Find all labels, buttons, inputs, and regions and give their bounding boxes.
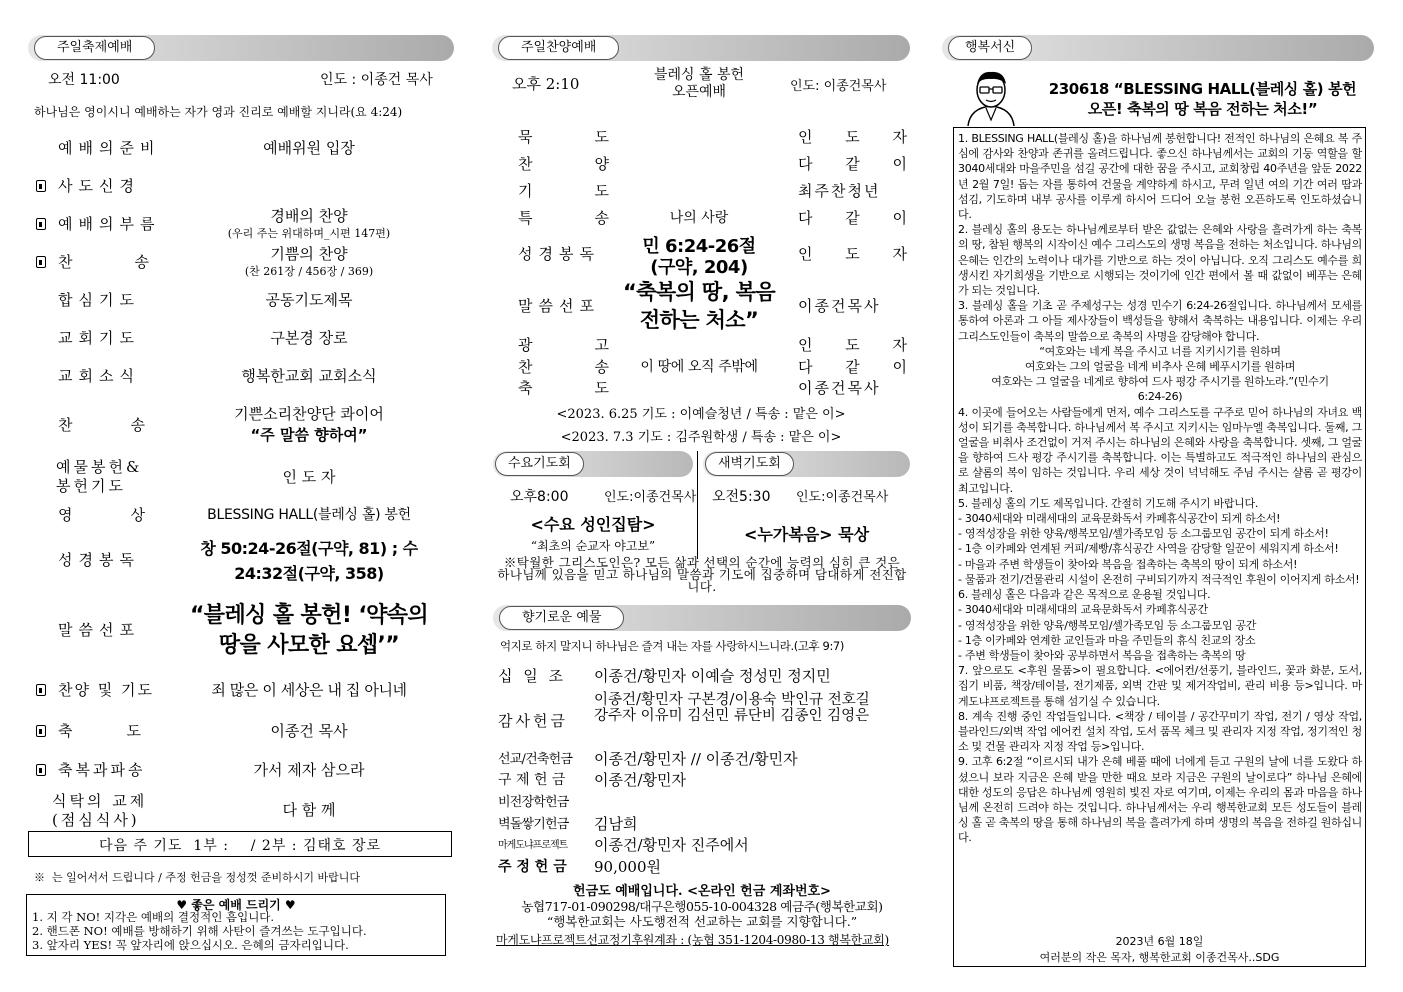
worship-leader: 인도 : 이종건 목사 xyxy=(320,72,433,88)
praise-right: 다 같 이 xyxy=(798,358,922,376)
praise-leader: 인도: 이종건목사 xyxy=(790,79,887,94)
order-value: 인 도 자 xyxy=(282,468,336,486)
praise-title: 블레싱 홀 봉헌 xyxy=(653,67,745,83)
letter-item: - 주변 학생들이 찾아와 공부하면서 복음을 접촉하는 축복의 땅 xyxy=(958,648,1246,662)
letter-item: - 영적성장을 위한 양육/행복모임/셀가족모임 등 소그룹모임 공간이 되게 하소서! xyxy=(958,527,1329,541)
order-label: 찬송 xyxy=(36,251,156,272)
order-label: 예배의부름 xyxy=(36,213,160,234)
praise-title: 오픈예배 xyxy=(671,84,727,100)
stand-icon xyxy=(36,180,46,192)
sermon-title: “블레싱 홀 봉헌! ‘약속의 xyxy=(189,603,429,628)
praise-sermon: “축복의 땅, 복음 xyxy=(622,280,776,304)
praise-value: (구약, 204) xyxy=(650,257,748,278)
dawn-leader: 인도:이종건목사 xyxy=(796,490,889,505)
quote-line: 여호와는 그의 얼굴을 네게 비추사 은혜 베푸시기를 원하며 xyxy=(1024,360,1296,374)
order-label: 식탁의 교제 xyxy=(52,792,148,810)
praise-label: 묵도 xyxy=(518,128,671,146)
praise-label: 찬양 xyxy=(518,155,671,173)
order-value: 경배의 찬양 xyxy=(270,207,348,225)
offering-value: 이종건/황민자 진주에서 xyxy=(594,836,749,854)
offering-label: 마게도냐프로젝트 xyxy=(498,840,568,851)
letter-title: 오픈! 축복의 땅 복음 전하는 처소!” xyxy=(1087,100,1318,118)
dawn-time: 오전5:30 xyxy=(712,489,771,505)
order-value: 창 50:24-26절(구약, 81) ; 수 xyxy=(200,539,418,558)
wed-tab: 수요기도회 xyxy=(495,452,584,476)
letter-header xyxy=(942,35,1374,61)
offering-verse: 억지로 하지 말지니 하나님은 즐겨 내는 자를 사랑하시느니라.(고후 9:7) xyxy=(500,639,844,653)
worship-time: 오전 11:00 xyxy=(48,72,120,88)
offering-value: 김남희 xyxy=(594,815,638,833)
order-label: 축도 xyxy=(36,720,195,741)
order-label: 영상 xyxy=(58,506,203,524)
wed-leader: 인도:이종건목사 xyxy=(604,490,697,505)
sunday-worship-header xyxy=(28,35,454,61)
sermon-title: 땅을 사모한 요셉’” xyxy=(218,633,400,658)
offering-value: 이종건/황민자 xyxy=(594,771,686,789)
praise-note: <2023. 6.25 기도 : 이예슬청년 / 특송 : 맡은 이> xyxy=(556,407,846,422)
offering-label: 벽돌쌓기헌금 xyxy=(498,817,569,832)
pastor-avatar xyxy=(960,68,1022,126)
order-label: 찬양 및 기도 xyxy=(36,679,154,700)
wed-header xyxy=(493,451,693,477)
wed-sub: “최초의 순교자 야고보” xyxy=(530,539,656,553)
letter-item: - 마을과 주변 학생들이 찾아와 복음을 접촉하는 축복의 땅이 되게 하소서! xyxy=(958,557,1298,571)
praise-worship-header xyxy=(492,35,910,61)
praise-right: 다 같 이 xyxy=(798,209,922,227)
offering-label: 구 제 헌 금 xyxy=(498,772,566,788)
next-prayer: 다음 주 기도 1부 : / 2부 : 김태호 장로 xyxy=(98,838,382,854)
praise-label: 축도 xyxy=(518,379,671,397)
praise-right: 인 도 자 xyxy=(798,336,922,354)
praise-label: 성경봉독 xyxy=(518,245,600,263)
order-label: 교회소식 xyxy=(58,367,140,385)
offering-value: 이종건/황민자 구본경/이용숙 박인규 전호길 강주자 이유미 김선민 류단비 김종인 김영은 xyxy=(594,692,870,724)
worship-verse: 하나님은 영이시니 예배하는 자가 영과 진리로 예배할 지니라(요 4:24) xyxy=(34,105,403,119)
letter-item: - 3040세대와 미래세대의 교육문화독서 카페휴식공간이 되게 하소서! xyxy=(958,512,1281,526)
letter-paragraph: 4. 이곳에 들어오는 사람들에게 먼저, 예수 그리스도를 구주로 믿어 하나님의 자녀요 백성이 되기를 축복합니다. 하나님께서 복 주시고 지키시는 임마누엘 축복입니다. 둘째, 그 얼굴을 비취사 조건없이 거저 주시는 하나님의 은혜와 사랑을 축복합니다. 셋째, 그 얼굴을 향하여 드사 평강 주시기를 축복합니다. 이는 특별하고도 적극적인 하나님의 관심으로 샬롬의 복이 임하는 것입니다. 우리 세상 것이 넉넉해도 주님 주시는 샬롬 곧 평강이 최고입니다. xyxy=(958,405,1362,495)
order-value: 구본경 장로 xyxy=(270,329,348,347)
online-title: 헌금도 예배입니다. <온라인 헌금 계좌번호> xyxy=(573,884,831,899)
order-label: 예물봉헌& xyxy=(56,458,143,476)
online-account: 농협717-01-090298/대구은행055-10-004328 예금주(행복한교회) xyxy=(521,899,883,914)
wed-note: ※탁월한 그리스도인은? 모든 삶과 선택의 순간에 능력의 심히 큰 것은 하나님께 있음을 믿고 하나님의 말씀과 기도에 집중하며 담대하게 전진합니다. xyxy=(497,555,907,594)
letter-paragraph: 1. BLESSING HALL(블레싱 홀)을 하나님께 봉헌합니다! 전적인 하나님의 은혜요 복 주심에 감사와 찬양과 존귀를 올려드립니다. 좋으신 하나님께서는 교회의 기둥 역할을 할 3040세대와 마을주민을 섬길 공간에 대한 꿈을 주시고, 교회창립 40주년을 앞둔 2022년 2월 7일! 돕는 자를 통하여 건물을 계약하게 하시고, 무려 일년 여의 기간 여러 땀과 섬김, 기도하며 내부 공사를 이루게 하시어 드디어 오늘 봉헌 오픈하도록 인도하셨습니다. xyxy=(958,132,1362,222)
order-value: 기쁨의 찬양 xyxy=(270,245,348,263)
order-label: 사도신경 xyxy=(36,175,140,196)
stand-icon xyxy=(36,684,46,696)
letter-paragraph: 7. 앞으로도 <후원 물품>이 필요합니다. <에어컨/선풍기, 블라인드, 꽃과 화분, 도서, 집기 비품, 책장/테이블, 전기제품, 외벽 간판 및 제거작업비, 관리 비용 등>입니다. 마게도냐프로젝트를 통해 섬기실 수 있습니다. xyxy=(958,664,1362,708)
letter-paragraph: 6. 블레싱 홀은 다음과 같은 목적으로 운용될 것입니다. xyxy=(958,588,1211,602)
letter-paragraph: 3. 블레싱 홀을 기초 곧 주제성구는 성경 민수기 6:24-26절입니다. 하나님께서 모세를 통하여 아론과 그 아들 제사장들이 백성들을 향해서 축복하는 내용입니다. 이제는 우리 그리스도인들이 축복의 말씀으로 축복의 사명을 감당해야 합니다. xyxy=(958,299,1362,343)
letter-body xyxy=(958,131,1362,846)
letter-item: - 1층 이카페와 연계한 교인들과 마을 주민들의 휴식 친교의 장소 xyxy=(958,633,1256,647)
praise-right: 최주찬청년 xyxy=(798,182,881,200)
offering-value: 이종건/황민자 이예슬 정성민 정지민 xyxy=(594,667,831,685)
order-label: 찬송 xyxy=(58,416,203,434)
order-sub: (우리 주는 위대하며_시편 147편) xyxy=(227,227,391,240)
dawn-header xyxy=(703,451,910,477)
quote-line: “여호와는 네게 복을 주시고 너를 지키시기를 원하며 xyxy=(1039,344,1281,358)
order-value: 가서 제자 삼으라 xyxy=(253,761,365,779)
praise-right: 이종건목사 xyxy=(798,297,881,315)
offering-value: 90,000원 xyxy=(594,858,661,876)
praise-worship-tab: 주일찬양예배 xyxy=(498,36,619,60)
order-value: 행복한교회 교회소식 xyxy=(241,367,377,385)
praise-value: 나의 사랑 xyxy=(669,210,729,226)
praise-right: 인 도 자 xyxy=(798,245,922,263)
letter-signature: 여러분의 작은 목자, 행복한교회 이종건목사..SDG xyxy=(1039,951,1280,964)
dawn-tab: 새벽기도회 xyxy=(705,452,794,476)
stand-icon xyxy=(36,256,46,268)
offering-tab: 향기로운 예물 xyxy=(499,606,624,630)
order-label: 성경봉독 xyxy=(58,551,140,569)
order-label: 축복과파송 xyxy=(36,759,145,780)
letter-paragraph: 8. 계속 진행 중인 작업들입니다. <책장 / 테이블 / 공간꾸미기 작업, 전기 / 영상 작업, 블라인드/외벽 작업 에어컨 설치 작업, 도서 품목 체크 및 관리자 지정 작업, 정기적인 청소 및 건물 관리자 지정 작업 등>입니다. xyxy=(958,709,1362,754)
wed-title: <수요 성인집탐> xyxy=(530,515,656,534)
stand-note: ※ 는 일어서서 드립니다 / 주정 헌금을 정성껏 준비하시기 바랍니다 xyxy=(34,871,360,884)
letter-date: 2023년 6월 18일 xyxy=(1115,935,1204,948)
order-value: 죄 많은 이 세상은 내 집 아니네 xyxy=(211,681,407,699)
praise-time: 오후 2:10 xyxy=(512,75,580,93)
letter-quote xyxy=(958,344,1362,405)
good-worship-item: 3. 앞자리 YES! 꼭 앞자리에 앉으십시오. 은혜의 금자리입니다. xyxy=(32,938,349,952)
order-label: 말씀선포 xyxy=(58,621,140,639)
offering-label: 선교/건축헌금 xyxy=(498,752,573,767)
divider xyxy=(697,451,698,559)
quote-line: 6:24-26) xyxy=(1137,390,1183,404)
good-worship-item: 1. 지 각 NO! 지각은 예배의 결정적인 흠입니다. xyxy=(32,910,275,924)
quote-line: 여호와는 그 얼굴을 네게로 향하여 드사 평강 주시기를 원하노라.”(민수기 xyxy=(991,375,1329,389)
order-value: “주 말씀 향하여” xyxy=(250,426,368,444)
letter-paragraph: 5. 블레싱 홀의 기도 제목입니다. 간절히 기도해 주시기 바랍니다. xyxy=(958,496,1259,510)
praise-label: 특송 xyxy=(518,209,671,227)
praise-label: 광고 xyxy=(518,336,671,354)
good-worship-item: 2. 핸드폰 NO! 예배를 방해하기 위해 사탄이 즐겨쓰는 도구입니다. xyxy=(32,924,367,938)
offering-label: 주 정 헌 금 xyxy=(498,859,567,875)
letter-title: 230618 “BLESSING HALL(블레싱 홀) 봉헌 xyxy=(1048,80,1357,98)
good-worship-list xyxy=(32,910,367,952)
offering-value: 이종건/황민자 // 이종건/황민자 xyxy=(594,750,798,768)
offering-label: 비전장학헌금 xyxy=(498,795,569,810)
praise-note: <2023. 7.3 기도 : 김주원학생 / 특송 : 맡은 이> xyxy=(560,430,842,445)
order-sub: (찬 261장 / 456장 / 369) xyxy=(244,265,374,278)
offering-header xyxy=(493,605,911,631)
praise-label: 찬송 xyxy=(518,358,671,376)
offering-label: 십 일 조 xyxy=(498,667,567,685)
order-label: 합심기도 xyxy=(58,291,140,309)
order-label: (점심식사) xyxy=(52,811,140,829)
letter-item: - 영적성장을 위한 양육/행복모임/셀가족모임 등 소그룹모임 공간 xyxy=(958,618,1257,632)
order-label: 봉헌기도 xyxy=(56,477,126,495)
praise-value: 이 땅에 오직 주밖에 xyxy=(640,359,758,375)
praise-value: 민 6:24-26절 xyxy=(642,236,756,257)
stand-icon xyxy=(36,725,46,737)
macedonia-account: 마게도냐프로젝트선교정기후원계좌 : (농협 351-1204-0980-13 행복한교회) xyxy=(496,933,889,947)
letter-paragraph: 2. 블레싱 홀의 용도는 하나님께로부터 받은 값없는 은혜와 사랑을 흘려가게 하는 축복의 땅, 참된 행복의 시작이신 예수 그리스도의 생명 복음을 전하는 처소입니다. 하나님의 은혜는 인간의 노력이나 대가를 기반으로 하는 것이 아닙니다. 오직 그리스도 예수를 희생시킨 자기희생을 기반으로 시행되는 것이기에 인간 편에서 볼 때 값없이 베푸는 은혜가 되는 것입니다. xyxy=(958,223,1362,298)
dawn-title: <누가복음> 묵상 xyxy=(743,525,870,544)
wed-time: 오후8:00 xyxy=(510,489,569,505)
order-value: 예배위원 입장 xyxy=(263,139,355,157)
good-worship-title: ♥ 좋은 예배 드리기 ♥ xyxy=(176,898,296,912)
praise-right: 다 같 이 xyxy=(798,155,922,173)
order-value: 이종건 목사 xyxy=(270,722,348,740)
stand-icon xyxy=(36,218,46,230)
order-label: 예배의준비 xyxy=(58,139,161,157)
letter-item: - 1층 이카페와 연계된 커피/제빵/휴식공간 사역을 감당할 일꾼이 세워지게 하소서! xyxy=(958,542,1339,556)
sunday-worship-tab: 주일축제예배 xyxy=(34,36,155,60)
order-value: 공동기도제목 xyxy=(265,291,353,309)
order-value: 24:32절(구약, 358) xyxy=(234,564,384,583)
letter-paragraph: 9. 고후 6:2절 “이르시되 내가 은혜 베풀 때에 너에게 듣고 구원의 날에 너를 도왔다 하셨으니 보라 지금은 은혜 받을 만한 때요 보라 지금은 구원의 날이로다” 하나님 은혜에 대한 성도의 응답은 하나님께 영원히 빛진 자로 여기며, 이제는 우리의 몸과 마음을 하나님께 온전히 드려야 하는 것입니다. 하나님께서는 우리 행복한교회 모든 성도들이 블레싱 홀 곧 축복의 땅을 통해 하나님의 복을 흘려가게 하며 생명의 복음을 전하길 원하십니다. xyxy=(958,755,1363,845)
order-value: 기쁜소리찬양단 콰이어 xyxy=(234,405,384,423)
order-value: 다 함 께 xyxy=(282,801,336,819)
offering-label: 감사헌금 xyxy=(498,712,568,730)
praise-label: 기도 xyxy=(518,182,671,200)
praise-label: 말씀선포 xyxy=(518,297,600,315)
letter-item: - 물품과 전기/건물관리 시설이 온전히 구비되기까지 적극적인 후원이 이어지게 하소서! xyxy=(958,572,1360,586)
letter-item: - 3040세대와 미래세대의 교육문화독서 카페휴식공간 xyxy=(958,603,1208,617)
praise-right: 인 도 자 xyxy=(798,128,922,146)
stand-icon xyxy=(36,764,46,776)
online-mission: “행복한교회는 사도행전적 선교하는 교회를 지향합니다.” xyxy=(546,914,858,929)
order-value: BLESSING HALL(블레싱 홀) 봉헌 xyxy=(207,507,411,523)
praise-sermon: 전하는 처소” xyxy=(639,308,759,332)
letter-tab: 행복서신 xyxy=(948,36,1032,60)
praise-right: 이종건목사 xyxy=(798,379,881,397)
order-label: 교회기도 xyxy=(58,329,140,347)
